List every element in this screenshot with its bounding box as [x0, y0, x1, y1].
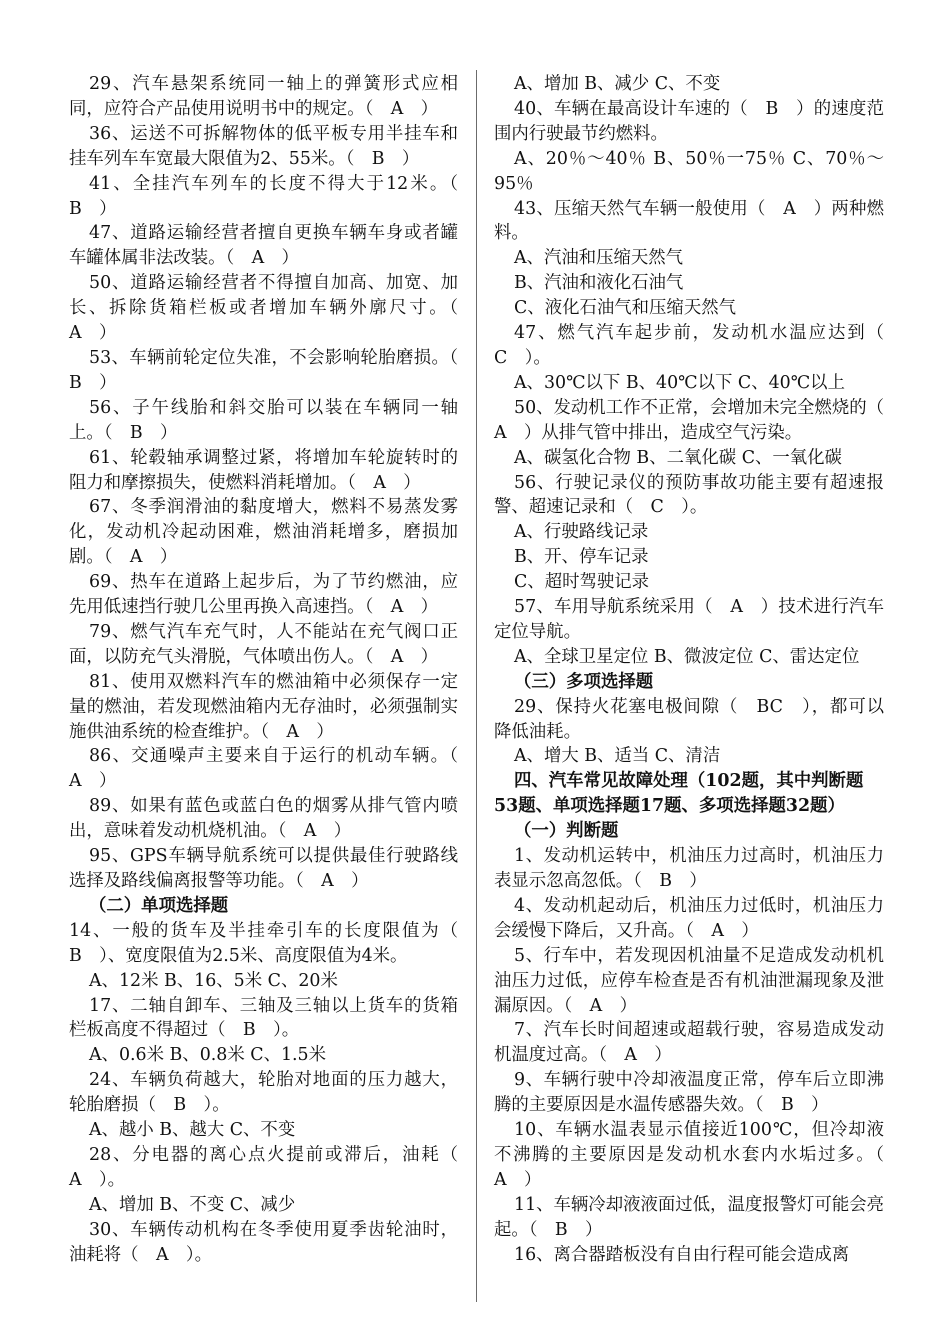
question-item: 24、车辆负荷越大，轮胎对地面的压力越大，轮胎磨损（ B ）。: [69, 1070, 458, 1116]
answer-options: A、全球卫星定位 B、微波定位 C、雷达定位: [514, 646, 860, 667]
question-item: 1、发动机运转中，机油压力过高时，机油压力表显示忽高忽低。（ B ）: [494, 846, 884, 891]
question-item: 95、GPS车辆导航系统可以提供最佳行驶路线选择及路线偏离报警等功能。（ A ）: [69, 846, 458, 891]
answer-options: A、20％～40％ B、50％一75％ C、70％～95％: [494, 148, 884, 194]
question-item: 81、使用双燃料汽车的燃油箱中必须保存一定量的燃油，若发现燃油箱内无存油时，必须强制实施供油系统的检查维护。（ A ）: [69, 671, 458, 742]
question-item: 14、一般的货车及半挂牵引车的长度限值为（ B ）、宽度限值为2.5米、高度限值为4米。: [69, 920, 476, 966]
question-item: 11、车辆冷却液液面过低，温度报警灯可能会亮起。（ B ）: [494, 1194, 884, 1240]
question-item: 29、保持火花塞电极间隙（ BC ），都可以降低油耗。: [494, 696, 884, 742]
question-item: 67、冬季润滑油的黏度增大，燃料不易蒸发雾化，发动机冷起动困难，燃油消耗增多，磨损加剧。（ A ）: [69, 497, 458, 568]
section-heading: （三）多项选择题: [514, 671, 654, 692]
question-item: 47、道路运输经营者擅自更换车辆车身或者罐车罐体属非法改装。（ A ）: [69, 223, 458, 269]
question-item: 53、车辆前轮定位失准，不会影响轮胎磨损。（ B ）: [69, 347, 476, 393]
question-item: 41、全挂汽车列车的长度不得大于12米。（ B ）: [69, 173, 476, 219]
question-item: 28、分电器的离心点火提前或滞后，油耗（ A ）。: [69, 1144, 476, 1190]
section-heading: （一）判断题: [514, 821, 619, 842]
answer-options: A、增加 B、减少 C、不变: [514, 74, 721, 94]
answer-options: A、增大 B、适当 C、清洁: [514, 746, 721, 767]
answer-options: A、0.6米 B、0.8米 C、1.5米: [89, 1045, 327, 1066]
question-item: 69、热车在道路上起步后，为了节约燃油，应先用低速挡行驶几公里再换入高速挡。（ A ）: [69, 572, 458, 618]
question-item: 89、如果有蓝色或蓝白色的烟雾从排气管内喷出，意味着发动机烧机油。（ A ）: [69, 796, 458, 842]
question-item: 47、燃气汽车起步前，发动机水温应达到（ C ）。: [494, 323, 902, 368]
answer-options: A、30℃以下 B、40℃以下 C、40℃以上: [514, 372, 845, 393]
question-item: 30、车辆传动机构在冬季使用夏季齿轮油时，油耗将（ A ）。: [69, 1219, 458, 1265]
answer-options: A、汽油和压缩天然气: [514, 248, 684, 269]
question-item: 61、轮毂轴承调整过紧，将增加车轮旋转时的阻力和摩擦损失，使燃料消耗增加。（ A ）: [69, 447, 458, 493]
question-item: 86、交通噪声主要来自于运行的机动车辆。（ A ）: [69, 746, 476, 792]
question-item: 43、压缩天然气车辆一般使用（ A ）两种燃料。: [494, 198, 884, 244]
answer-options: A、12米 B、16、5米 C、20米: [89, 970, 338, 991]
question-item: 79、燃气汽车充气时，人不能站在充气阀口正面，以防充气头滑脱，气体喷出伤人。（ A ）: [69, 621, 458, 667]
answer-options: C、超时驾驶记录: [514, 572, 650, 593]
answer-options: A、碳氢化合物 B、二氧化碳 C、一氧化碳: [514, 447, 842, 468]
question-item: 9、车辆行驶中冷却液温度正常，停车后立即沸腾的主要原因是水温传感器失效。（ B ）: [494, 1070, 884, 1116]
question-item: 5、行车中，若发现因机油量不足造成发动机机油压力过低，应停车检查是否有机油泄漏现象及泄漏原因。（ A ）: [494, 945, 884, 1016]
question-item: 40、车辆在最高设计车速的（ B ）的速度范围内行驶最节约燃料。: [494, 98, 884, 144]
question-item: 50、道路运输经营者不得擅自加高、加宽、加长、拆除货箱栏板或者增加车辆外廓尺寸。（ A ）: [69, 273, 476, 344]
question-item: 29、汽车悬架系统同一轴上的弹簧形式应相同，应符合产品使用说明书中的规定。（ A ）: [69, 74, 458, 119]
question-item: 17、二轴自卸车、三轴及三轴以上货车的货箱栏板高度不得超过（ B ）。: [69, 995, 458, 1041]
question-item: 56、子午线胎和斜交胎可以装在车辆同一轴上。（ B ）: [69, 397, 458, 443]
question-item: 10、车辆水温表显示值接近100℃，但冷却液不沸腾的主要原因是发动机水套内水垢过多。（ A ）: [494, 1120, 902, 1190]
right-column: [494, 72, 902, 1268]
question-item: 56、行驶记录仪的预防事故功能主要有超速报警、超速记录和（ C ）。: [494, 472, 884, 518]
answer-options: A、增加 B、不变 C、减少: [89, 1194, 296, 1215]
question-item: 4、发动机起动后，机油压力过低时，机油压力会缓慢下降后，又升高。（ A ）: [494, 895, 884, 941]
answer-options: A、行驶路线记录: [514, 522, 649, 543]
left-column: [69, 72, 476, 1268]
answer-options: A、越小 B、越大 C、不变: [89, 1120, 296, 1141]
answer-options: B、汽油和液化石油气: [514, 273, 684, 294]
question-item: 57、车用导航系统采用（ A ）技术进行汽车定位导航。: [494, 597, 884, 642]
question-item: 50、发动机工作不正常，会增加未完全燃烧的（ A ）从排气管中排出，造成空气污染。: [494, 397, 902, 443]
answer-options: C、液化石油气和压缩天然气: [514, 298, 736, 319]
question-item: 36、运送不可拆解物体的低平板专用半挂车和挂车列车车宽最大限值为2、55米。（ B ）: [69, 123, 458, 169]
answer-options: B、开、停车记录: [514, 547, 649, 568]
column-divider: [476, 70, 477, 1302]
chapter-heading: 四、汽车常见故障处理（102题，其中判断题53题、单项选择题17题、多项选择题32题）: [494, 771, 864, 817]
question-item: 16、离合器踏板没有自由行程可能会造成离: [514, 1244, 850, 1265]
question-item: 7、汽车长时间超速或超载行驶，容易造成发动机温度过高。（ A ）: [494, 1020, 884, 1066]
section-heading: （二）单项选择题: [89, 895, 229, 916]
